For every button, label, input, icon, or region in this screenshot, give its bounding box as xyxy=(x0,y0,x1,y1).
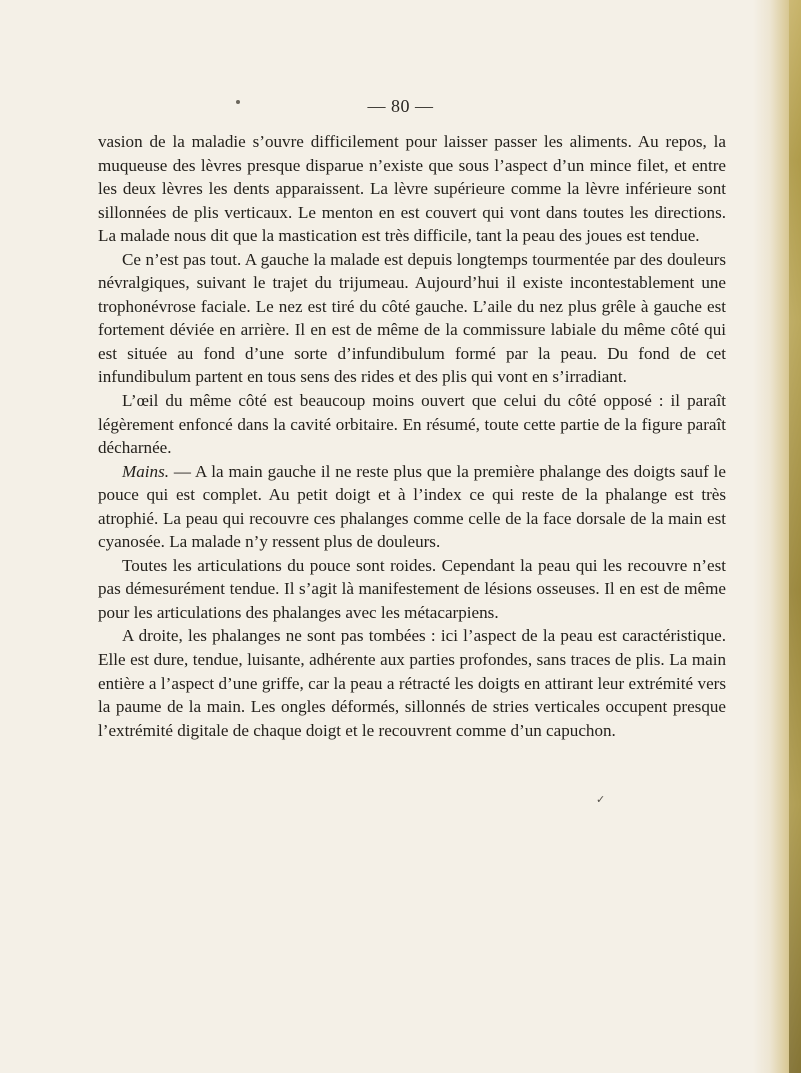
paragraph-text: vasion de la maladie s’ouvre difficilement pour laisser passer les aliments. Au repos, la muqueuse des lèvres presque disparue n’existe que sous l’aspect d’un mince filet, et entre les deux lèvres les dents apparaissent. La lèvre supérieure comme la lèvre inférieure sont sillonnées de plis verticaux. Le menton en est couvert qui vont dans toutes les directions. La malade nous dit que la mastication est très difficile, tant la peau des joues est tendue. xyxy=(98,132,726,246)
paragraph-text: Ce n’est pas tout. A gauche la malade est depuis longtemps tourmentée par des douleurs névralgiques, suivant le trajet du trijumeau. Aujourd’hui il existe incontestablement une trophonévrose faciale. Le nez est tiré du côté gauche. L’aile du nez plus grêle à gauche est fortement déviée en arrière. Il en est de même de la commissure labiale du même côté qui est située au fond d’une sorte d’infundibulum formé par la peau. Du fond de cet infundibulum partent en tous sens des rides et des plis qui vont en s’irradiant. xyxy=(98,249,726,387)
stray-mark: ✓ xyxy=(596,794,606,806)
page-edge-binding xyxy=(789,0,801,1073)
paragraph-5 xyxy=(98,554,726,625)
paragraph-text: — A la main gauche il ne reste plus que la première phalange des doigts sauf le pouce qui est complet. Au petit doigt et à l’index ce qui reste de la phalange est très atrophié. La peau qui recouvre ces phalanges comme celle de la face dorsale de la main est cyanosée. La malade n’y ressent plus de douleurs. xyxy=(98,461,726,552)
paragraph-2 xyxy=(98,248,726,389)
paragraph-3 xyxy=(98,389,726,460)
section-heading-mains: Mains. xyxy=(122,461,170,481)
paragraph-text: L’œil du même côté est beaucoup moins ouvert que celui du côté opposé : il paraît légèrement enfoncé dans la cavité orbitaire. En résumé, toute cette partie de la figure paraît décharnée. xyxy=(98,391,726,458)
paragraph-text: Toutes les articulations du pouce sont roides. Cependant la peau qui les recouvre n’est pas démesurément tendue. Il s’agit là manifestement de lésions osseuses. Il en est de même pour les articulations des phalanges avec les métacarpiens. xyxy=(98,555,726,622)
paragraph-text: A droite, les phalanges ne sont pas tombées : ici l’aspect de la peau est caractéristique. Elle est dure, tendue, luisante, adhérente aux parties profondes, sans traces de plis. La main entière a l’aspect d’une griffe, car la peau a rétracté les doigts en attirant leur extrémité vers la paume de la main. Les ongles déformés, sillonnés de stries verticales occupent presque l’extrémité digitale de chaque doigt et le recouvrent comme d’un capuchon. xyxy=(98,626,726,740)
body-text xyxy=(98,130,726,742)
page-number: — 80 — xyxy=(367,96,434,116)
paragraph-6 xyxy=(98,624,726,742)
paragraph-1 xyxy=(98,130,726,248)
paragraph-4 xyxy=(98,460,726,554)
